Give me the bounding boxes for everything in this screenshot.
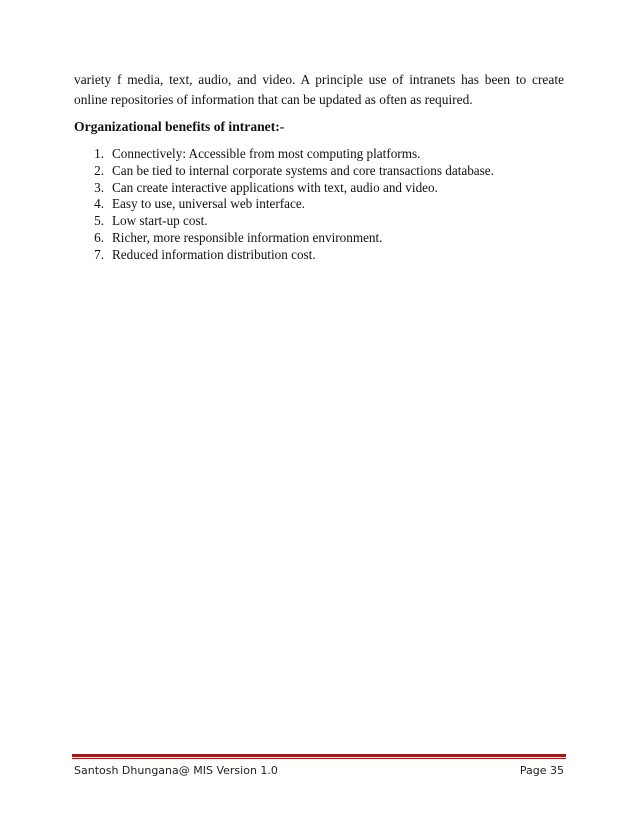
list-item [74,247,564,264]
list-item [74,230,564,247]
list-item-text: Can create interactive applications with text, audio and video. [112,179,438,195]
list-item-text: Low start-up cost. [112,213,208,229]
footer-page-number: Page 35 [519,764,564,777]
footer-author-version: Santosh Dhungana@ MIS Version 1.0 [74,764,278,777]
list-item-number: 7. [94,246,104,262]
list-item-number: 5. [94,213,104,229]
list-item-number: 3. [94,179,104,195]
list-item [74,163,564,180]
list-item [74,213,564,230]
list-item-number: 4. [94,196,104,212]
list-item [74,146,564,163]
list-item-text: Can be tied to internal corporate systems and core transactions database. [112,162,494,178]
list-item [74,196,564,213]
footer-divider [72,754,566,759]
list-item-text: Richer, more responsible information environment. [112,229,383,245]
list-item-number: 6. [94,229,104,245]
list-item-number: 2. [94,162,104,178]
list-item-text: Connectively: Accessible from most computing platforms. [112,146,421,161]
list-item [74,180,564,197]
list-item-number: 1. [94,146,104,161]
body-paragraph: variety f media, text, audio, and video. A principle use of intranets has been to create online repositories of information that can be updated as often as required. [74,72,564,107]
section-heading: Organizational benefits of intranet:- [74,119,285,134]
list-item-text: Reduced information distribution cost. [112,246,316,262]
list-item-text: Easy to use, universal web interface. [112,196,305,212]
benefits-list [74,146,564,264]
